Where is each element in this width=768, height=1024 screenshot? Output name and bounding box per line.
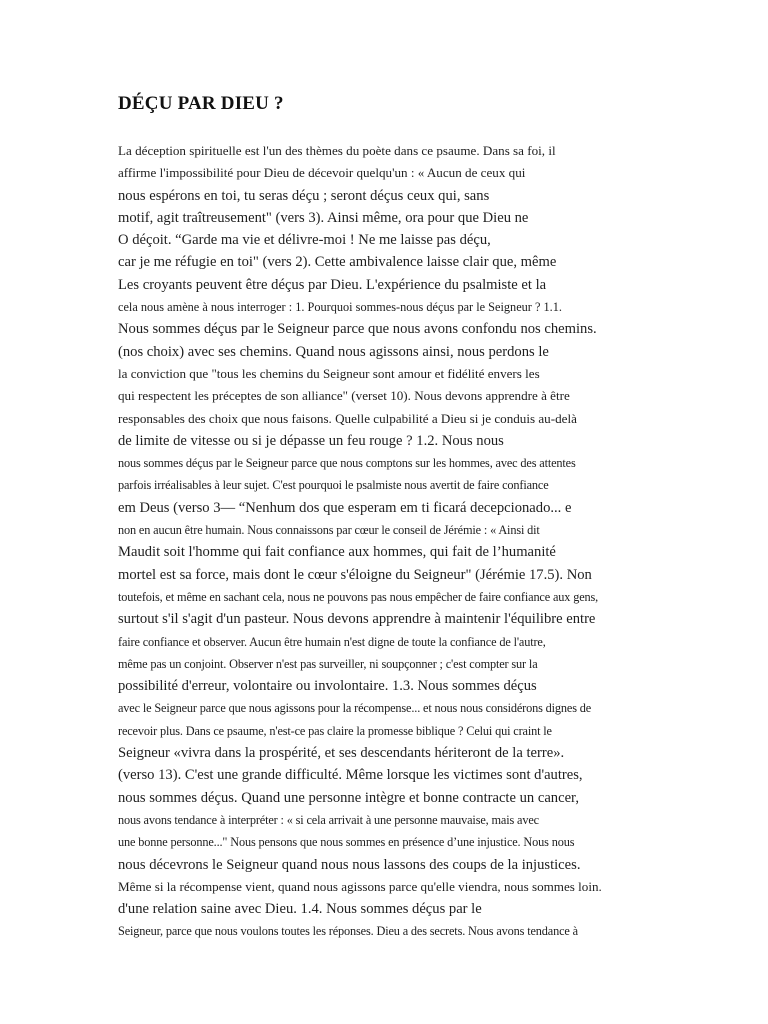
document-body (118, 140, 758, 943)
body-line: la conviction que "tous les chemins du Seigneur sont amour et fidélité envers les (118, 365, 540, 381)
body-line: une bonne personne..." Nous pensons que nous sommes en présence d’une injustice. Nous nous (118, 835, 575, 850)
body-line: responsables des choix que nous faisons. Quelle culpabilité a Dieu si je conduis au-delà (118, 410, 577, 426)
body-line: avec le Seigneur parce que nous agissons pour la récompense... et nous nous considérons dignes de (118, 701, 592, 716)
body-line: Seigneur «vivra dans la prospérité, et ses descendants hériteront de la terre». (118, 745, 565, 762)
body-line: affirme l'impossibilité pour Dieu de décevoir quelqu'un : « Aucun de ceux qui (118, 165, 526, 181)
body-line: surtout s'il s'agit d'un pasteur. Nous devons apprendre à maintenir l'équilibre entre (118, 611, 596, 628)
body-line: Les croyants peuvent être déçus par Dieu. L'expérience du psalmiste et la (118, 276, 547, 293)
body-line: nous sommes déçus. Quand une personne intègre et bonne contracte un cancer, (118, 789, 579, 806)
body-line: motif, agit traîtreusement" (vers 3). Ainsi même, ora pour que Dieu ne (118, 209, 529, 226)
body-line: car je me réfugie en toi" (vers 2). Cette ambivalence laisse clair que, même (118, 254, 557, 271)
body-line: même pas un conjoint. Observer n'est pas surveiller, ni soupçonner ; c'est compter sur la (118, 656, 538, 671)
body-line: non en aucun être humain. Nous connaissons par cœur le conseil de Jérémie : « Ainsi dit (118, 523, 540, 538)
body-line: Même si la récompense vient, quand nous agissons parce qu'elle viendra, nous sommes loin. (118, 878, 602, 894)
body-line: Seigneur, parce que nous voulons toutes les réponses. Dieu a des secrets. Nous avons tendance à (118, 924, 578, 939)
body-line: (nos choix) avec ses chemins. Quand nous agissons ainsi, nous perdons le (118, 343, 549, 360)
body-line: cela nous amène à nous interroger : 1. Pourquoi sommes-nous déçus par le Seigneur ? 1.1. (118, 300, 562, 315)
body-line: nous espérons en toi, tu seras déçu ; seront déçus ceux qui, sans (118, 187, 490, 204)
body-line: faire confiance et observer. Aucun être humain n'est digne de toute la confiance de l'autre, (118, 634, 546, 649)
body-line: La déception spirituelle est l'un des thèmes du poète dans ce psaume. Dans sa foi, il (118, 143, 556, 158)
body-line: (verso 13). C'est une grande difficulté. Même lorsque les victimes sont d'autres, (118, 767, 583, 784)
body-line: qui respectent les préceptes de son alliance" (verset 10). Nous devons apprendre à être (118, 388, 570, 404)
body-line: Nous sommes déçus par le Seigneur parce que nous avons confondu nos chemins. (118, 321, 597, 338)
body-line: nous décevrons le Seigneur quand nous nous lassons des coups de la injustices. (118, 856, 581, 873)
body-line: nous avons tendance à interpréter : « si cela arrivait à une personne mauvaise, mais avec (118, 812, 539, 827)
body-line: possibilité d'erreur, volontaire ou involontaire. 1.3. Nous sommes déçus (118, 678, 537, 695)
body-line: Maudit soit l'homme qui fait confiance aux hommes, qui fait de l’humanité (118, 544, 556, 561)
body-line: recevoir plus. Dans ce psaume, n'est-ce pas claire la promesse biblique ? Celui qui craint le (118, 723, 552, 738)
body-line: d'une relation saine avec Dieu. 1.4. Nous sommes déçus par le (118, 901, 482, 918)
body-line: mortel est sa force, mais dont le cœur s'éloigne du Seigneur" (Jérémie 17.5). Non (118, 566, 592, 583)
body-line: toutefois, et même en sachant cela, nous ne pouvons pas nous empêcher de faire confiance aux gens, (118, 589, 599, 604)
body-line: de limite de vitesse ou si je dépasse un feu rouge ? 1.2. Nous nous (118, 432, 504, 449)
body-line: parfois irréalisables à leur sujet. C'est pourquoi le psalmiste nous avertit de faire confiance (118, 478, 549, 493)
document-title: DÉÇU PAR DIEU ? (118, 93, 284, 114)
body-line: em Deus (verso 3— “Nenhum dos que esperam em ti ficará decepcionado... e (118, 499, 572, 516)
body-line: nous sommes déçus par le Seigneur parce que nous comptons sur les hommes, avec des attentes (118, 456, 576, 471)
body-line: O déçoit. “Garde ma vie et délivre-moi ! Ne me laisse pas déçu, (118, 232, 491, 249)
